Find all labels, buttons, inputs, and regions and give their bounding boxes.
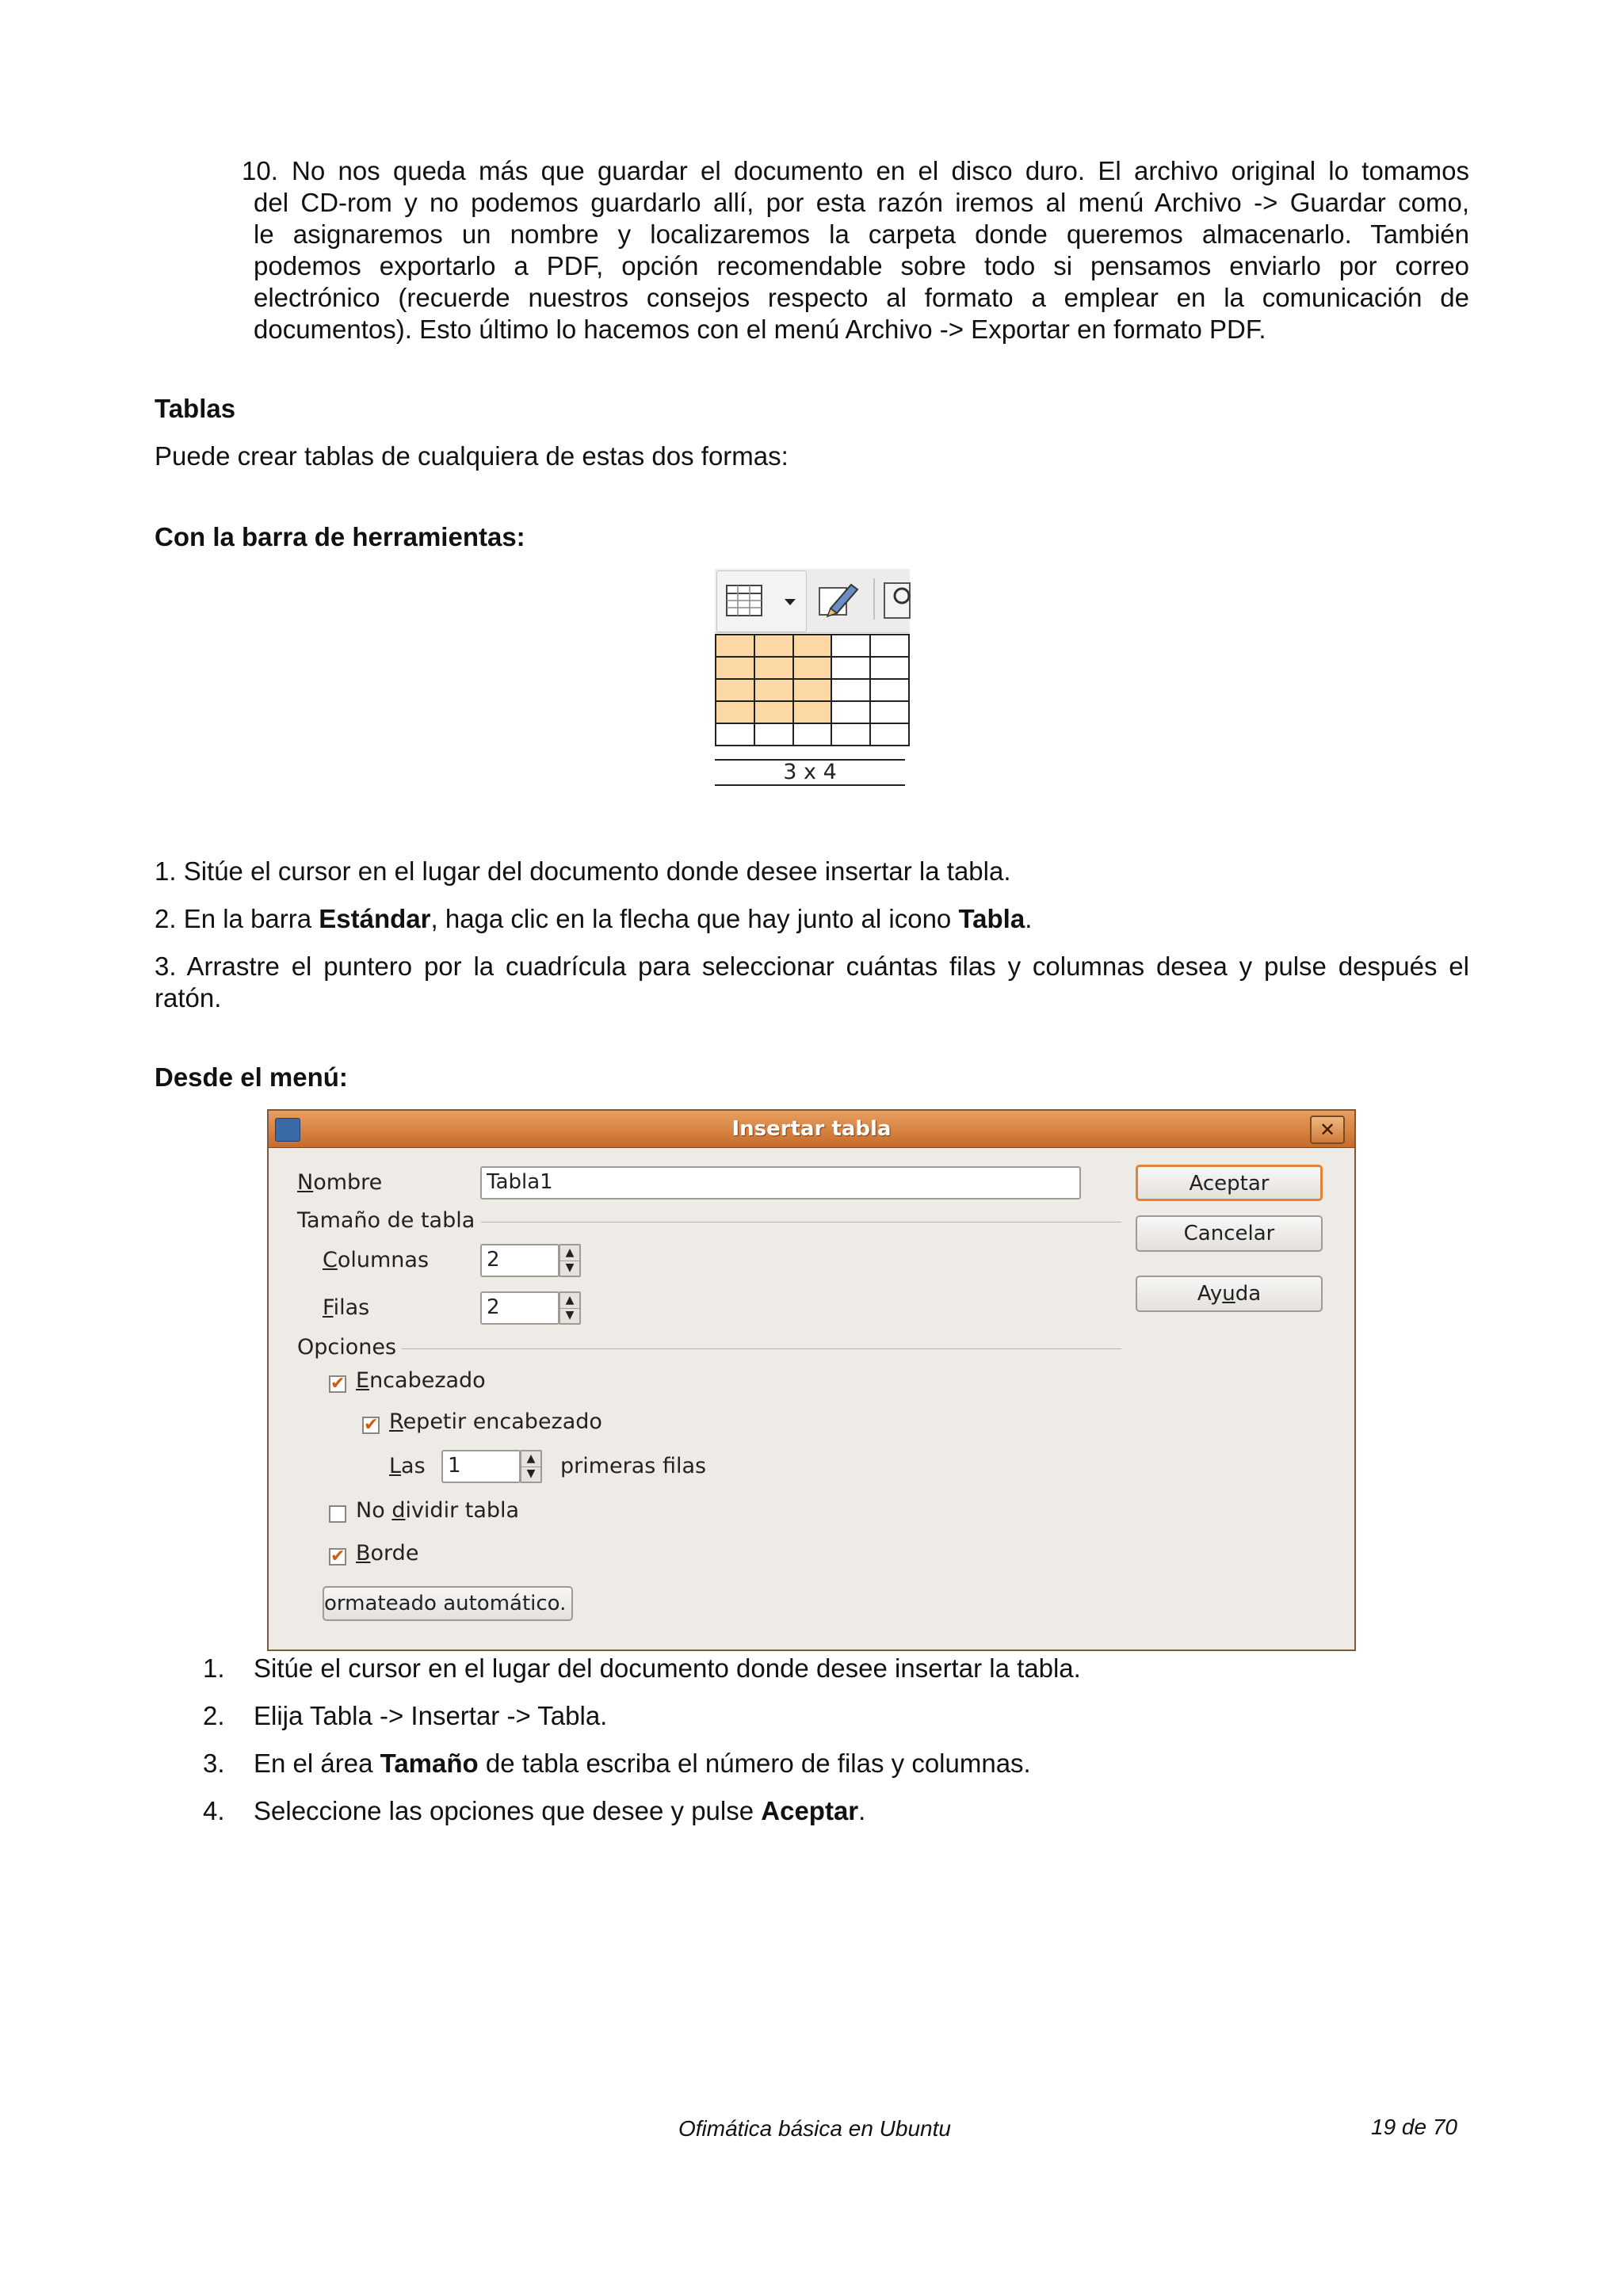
opciones-group-label: Opciones	[297, 1335, 397, 1360]
zoom-icon[interactable]	[883, 580, 911, 621]
grid-cell[interactable]	[754, 635, 793, 657]
primeras-filas-label: primeras filas	[560, 1454, 707, 1478]
subheading-toolbar: Con la barra de herramientas:	[155, 522, 525, 551]
toolbar-step-3-line: ratón.	[155, 983, 222, 1013]
grid-cell[interactable]	[716, 679, 754, 701]
toolbar-separator	[873, 578, 875, 620]
table-icon	[725, 584, 765, 619]
spin-down-icon[interactable]: ▼	[565, 1261, 575, 1274]
encabezado-checkbox[interactable]: ✔	[330, 1374, 346, 1394]
grid-cell[interactable]	[793, 679, 832, 701]
grid-cell[interactable]	[754, 657, 793, 679]
grid-cell[interactable]	[716, 635, 754, 657]
grid-cell[interactable]	[754, 701, 793, 723]
footer-title: Ofimática básica en Ubuntu	[678, 2116, 951, 2141]
grid-cell[interactable]	[870, 635, 909, 657]
menu-step-number: 3.	[203, 1749, 225, 1778]
grid-cell[interactable]	[793, 635, 832, 657]
borde-checkbox[interactable]: ✔	[330, 1547, 346, 1566]
step-text: En el área	[254, 1749, 380, 1778]
spin-up-icon[interactable]: ▲	[560, 1293, 579, 1309]
step-bold: Estándar	[319, 904, 431, 933]
menu-step-number: 1.	[203, 1653, 225, 1683]
grid-row	[716, 679, 909, 701]
grid-cell[interactable]	[793, 723, 832, 746]
item-10-line: No nos queda más que guardar el documento en el disco duro. El archivo original lo tomamos	[292, 156, 1469, 185]
grid-cell[interactable]	[754, 679, 793, 701]
nombre-input[interactable]: Tabla1	[480, 1166, 1081, 1199]
item-10-number: 10.	[242, 156, 278, 185]
menu-step-1: Sitúe el cursor en el lugar del documento donde desee insertar la tabla.	[254, 1653, 1081, 1683]
item-10-line: podemos exportarlo a PDF, opción recomendable sobre todo si pensamos enviarlo por correo	[254, 251, 1469, 280]
subheading-menu: Desde el menú:	[155, 1062, 348, 1092]
dropdown-arrow-icon[interactable]	[784, 598, 796, 606]
tablas-intro: Puede crear tablas de cualquiera de estas dos formas:	[155, 441, 789, 471]
grid-row	[716, 701, 909, 723]
columnas-input[interactable]: 2	[480, 1244, 559, 1277]
grid-cell[interactable]	[870, 723, 909, 746]
grid-cell[interactable]	[716, 723, 754, 746]
columnas-label: Columnas	[323, 1248, 430, 1272]
item-10-line: le asignaremos un nombre y localizaremos la carpeta donde queremos almacenarlo. También	[254, 219, 1469, 249]
nombre-label: Nombre	[297, 1170, 383, 1195]
step-text: Seleccione las opciones que desee y pulse	[254, 1796, 762, 1825]
toolbar-step-1: 1. Sitúe el cursor en el lugar del documento donde desee insertar la tabla.	[155, 856, 1011, 886]
spin-down-icon[interactable]: ▼	[565, 1309, 575, 1322]
columnas-spinner[interactable]	[559, 1244, 581, 1277]
grid-cell[interactable]	[716, 657, 754, 679]
step-bold: Tamaño	[380, 1749, 479, 1778]
step-bold: Tabla	[958, 904, 1025, 933]
step-text: , haga clic en la flecha que hay junto al icono	[430, 904, 959, 933]
repetir-encabezado-label: Repetir encabezado	[389, 1409, 602, 1434]
las-spinner[interactable]	[520, 1450, 542, 1483]
spin-up-icon[interactable]: ▲	[560, 1245, 579, 1261]
menu-step-4	[254, 1795, 865, 1827]
menu-step-number: 4.	[203, 1796, 225, 1825]
las-input[interactable]: 1	[441, 1450, 521, 1483]
footer-page-number: 19 de 70	[1371, 2115, 1457, 2139]
menu-step-number: 2.	[203, 1701, 225, 1730]
step-text: .	[1025, 904, 1033, 933]
grid-cell[interactable]	[793, 657, 832, 679]
dialog-titlebar[interactable]	[269, 1111, 1354, 1148]
insert-table-dialog	[267, 1109, 1356, 1651]
menu-step-3	[254, 1748, 1031, 1779]
ayuda-button[interactable]: Ayuda	[1136, 1276, 1323, 1312]
grid-cell[interactable]	[831, 723, 870, 746]
grid-row	[716, 657, 909, 679]
app-icon	[275, 1118, 300, 1142]
draw-functions-icon[interactable]	[816, 580, 861, 620]
item-10-line: del CD-rom y no podemos guardarlo allí, por esta razón iremos al menú Archivo -> Guardar como,	[254, 188, 1469, 217]
step-bold: Aceptar	[761, 1796, 859, 1825]
cancelar-button[interactable]: Cancelar	[1136, 1215, 1323, 1252]
grid-cell[interactable]	[831, 657, 870, 679]
aceptar-button[interactable]: Aceptar	[1136, 1165, 1323, 1201]
grid-cell[interactable]	[870, 657, 909, 679]
toolbar	[715, 569, 910, 633]
table-button[interactable]	[716, 570, 807, 632]
no-dividir-tabla-checkbox[interactable]	[329, 1505, 346, 1523]
grid-size-label: 3 x 4	[715, 759, 905, 786]
item-10-line: electrónico (recuerde nuestros consejos respecto al formato a emplear en la comunicación de	[254, 283, 1469, 312]
grid-cell[interactable]	[831, 679, 870, 701]
autoformat-button[interactable]: ormateado automático.	[323, 1586, 573, 1621]
section-heading-tablas: Tablas	[155, 394, 236, 423]
toolbar-step-2	[155, 903, 1032, 935]
spin-down-icon[interactable]: ▼	[526, 1467, 536, 1480]
filas-spinner[interactable]	[559, 1291, 581, 1325]
grid-row	[716, 723, 909, 746]
grid-cell[interactable]	[754, 723, 793, 746]
spin-up-icon[interactable]: ▲	[521, 1451, 540, 1467]
table-size-grid[interactable]	[715, 634, 910, 746]
toolbar-step-3-line: 3. Arrastre el puntero por la cuadrícula para seleccionar cuántas filas y columnas desea y pulse después el	[155, 952, 1469, 981]
grid-cell[interactable]	[831, 701, 870, 723]
no-dividir-tabla-label: No dividir tabla	[356, 1498, 520, 1523]
las-label: Las	[389, 1454, 426, 1478]
filas-label: Filas	[323, 1295, 370, 1320]
grid-cell[interactable]	[793, 701, 832, 723]
item-10-line: documentos). Esto último lo hacemos con el menú Archivo -> Exportar en formato PDF.	[254, 315, 1266, 344]
grid-cell[interactable]	[870, 701, 909, 723]
borde-label: Borde	[356, 1541, 419, 1566]
grid-row	[716, 635, 909, 657]
grid-cell[interactable]	[870, 679, 909, 701]
tamano-group-label: Tamaño de tabla	[297, 1208, 475, 1233]
close-button[interactable]: ✕	[1310, 1116, 1345, 1144]
step-text: .	[858, 1796, 866, 1825]
step-text: de tabla escriba el número de filas y columnas.	[478, 1749, 1031, 1778]
dialog-title: Insertar tabla	[731, 1117, 892, 1141]
grid-cell[interactable]	[716, 701, 754, 723]
encabezado-label: Encabezado	[356, 1368, 486, 1393]
repetir-encabezado-checkbox[interactable]: ✔	[364, 1415, 379, 1435]
step-text: 2. En la barra	[155, 904, 319, 933]
filas-input[interactable]: 2	[480, 1291, 559, 1325]
opciones-group-divider	[402, 1348, 1121, 1349]
menu-step-2: Elija Tabla -> Insertar -> Tabla.	[254, 1701, 608, 1730]
grid-cell[interactable]	[831, 635, 870, 657]
toolbar-table-grid-screenshot	[715, 569, 910, 784]
